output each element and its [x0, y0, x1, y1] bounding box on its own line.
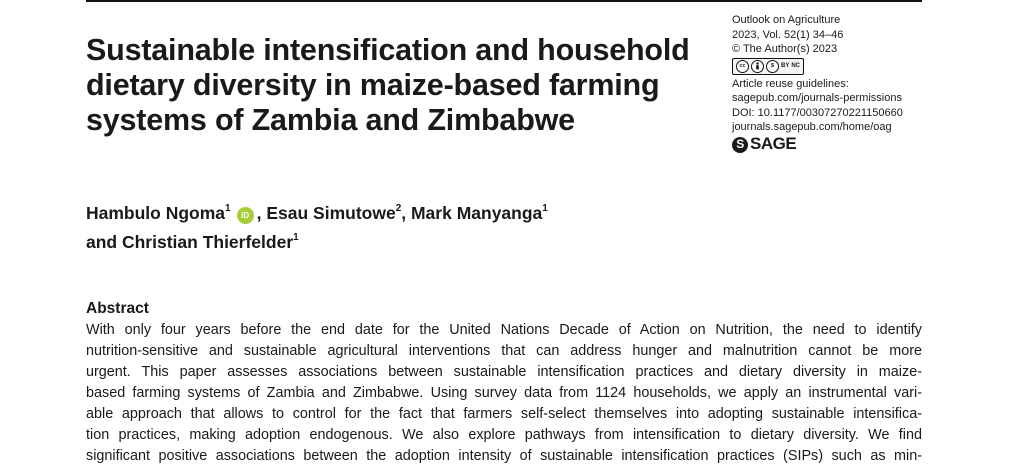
affiliation-marker: 1: [293, 231, 299, 243]
title-line: dietary diversity in maize-based farming: [86, 68, 660, 102]
journal-home-link[interactable]: journals.sagepub.com/home/oag: [732, 121, 892, 133]
abstract-line: nutrition-sensitive and sustainable agricultural interventions that can address hunger and malnutrition cannot be more: [86, 343, 922, 359]
creative-commons-license-badge[interactable]: [732, 58, 804, 75]
abstract-text: [86, 320, 922, 467]
journal-name: Outlook on Agriculture: [732, 14, 841, 26]
article-title: [86, 33, 726, 138]
author-separator: ,: [401, 202, 411, 223]
author-name[interactable]: Christian Thierfelder: [121, 231, 294, 252]
author-name[interactable]: Esau Simutowe: [266, 202, 396, 223]
affiliation-marker: 1: [225, 203, 231, 214]
reuse-link[interactable]: sagepub.com/journals-permissions: [732, 92, 902, 104]
title-line: systems of Zambia and Zimbabwe: [86, 103, 575, 137]
author-line: [86, 197, 706, 226]
reuse-label: Article reuse guidelines:: [732, 77, 849, 90]
title-line: Sustainable intensification and household: [86, 33, 690, 67]
abstract-line: significant positive associations between the adoption intensity of sustainable intensification practices (SIPs) such as min-: [86, 448, 922, 464]
sage-s-icon: S: [732, 137, 748, 153]
person-icon: [754, 62, 761, 70]
author-list: [86, 197, 706, 255]
publisher-name: SAGE: [750, 134, 797, 154]
journal-info: [732, 13, 972, 153]
author-separator: ,: [256, 202, 267, 223]
copyright-line: © The Author(s) 2023: [732, 43, 838, 55]
author-line: [86, 226, 706, 255]
top-rule: [86, 0, 922, 2]
abstract-line: able approach that allows to control for the fact that farmers self-select themselves into adopting sustainable intensifica-: [86, 406, 922, 422]
affiliation-marker: 2: [395, 203, 402, 214]
noncommercial-icon: $: [766, 60, 779, 73]
abstract-heading: Abstract: [86, 300, 149, 317]
doi-link[interactable]: DOI: 10.1177/00307270221150660: [732, 106, 903, 119]
journal-volume: 2023, Vol. 52(1) 34–46: [732, 28, 844, 41]
attribution-icon: [751, 60, 764, 73]
orcid-icon[interactable]: iD: [237, 207, 254, 224]
author-name[interactable]: Mark Manyanga: [410, 202, 543, 223]
affiliation-marker: 1: [542, 203, 548, 214]
abstract-line: tion practices, making adoption endogenous. We also explore pathways from intensification to dietary diversity. We find: [86, 427, 922, 443]
author-conjunction: and: [86, 231, 122, 252]
abstract-line: urgent. This paper assesses associations between sustainable intensification practices and dietary diversity in maize-: [86, 364, 922, 380]
author-name[interactable]: Hambulo Ngoma: [86, 202, 226, 223]
abstract-line: With only four years before the end date for the United Nations Decade of Action on Nutrition, the need to identify: [86, 322, 922, 338]
sage-logo: [732, 134, 972, 154]
by-label: BY: [781, 62, 790, 69]
cc-icon: cc: [736, 60, 749, 73]
nc-label: NC: [791, 62, 801, 69]
abstract-line: based farming systems of Zambia and Zimbabwe. Using survey data from 1124 households, we apply an instrumental vari-: [86, 385, 922, 401]
